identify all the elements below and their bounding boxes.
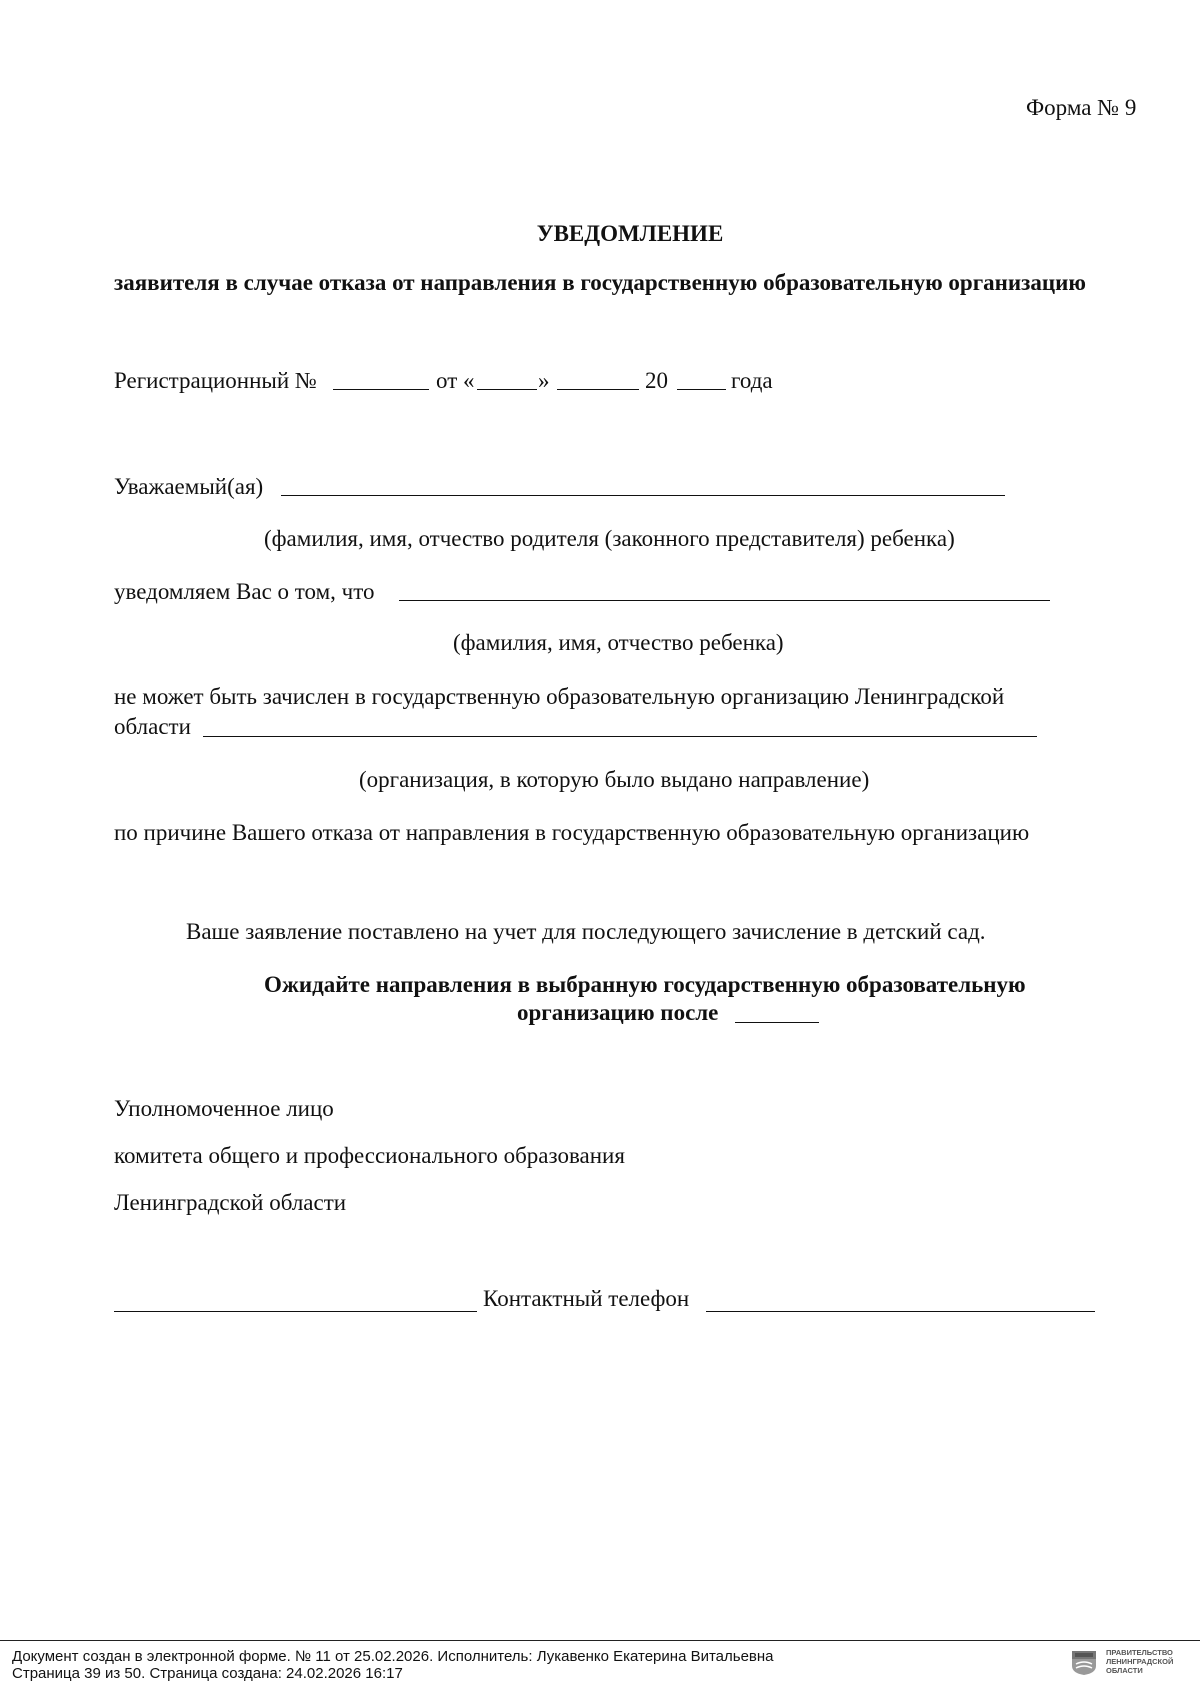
document-subtitle: заявителя в случае отказа от направления в государственную образовательную организацию bbox=[114, 270, 1086, 295]
contact-phone-label: Контактный телефон bbox=[483, 1286, 690, 1311]
child-name-blank[interactable] bbox=[399, 600, 1050, 601]
registration-from: от « bbox=[436, 368, 475, 393]
organization-text-line2: области bbox=[114, 714, 191, 739]
await-notice-line2: организацию после bbox=[517, 1000, 719, 1025]
registration-label: Регистрационный № bbox=[114, 368, 317, 393]
await-notice-line1: Ожидайте направления в выбранную государственную образовательную bbox=[264, 972, 1026, 997]
await-date-blank[interactable] bbox=[735, 1022, 819, 1023]
registration-year-prefix: 20 bbox=[645, 368, 668, 393]
coat-of-arms-icon bbox=[1071, 1650, 1097, 1676]
child-name-hint: (фамилия, имя, отчество ребенка) bbox=[453, 630, 784, 655]
signatory-line1: Уполномоченное лицо bbox=[114, 1096, 334, 1121]
contact-phone-blank[interactable] bbox=[706, 1311, 1095, 1312]
refusal-reason: по причине Вашего отказа от направления в государственную образовательную организацию bbox=[114, 820, 1030, 845]
parent-name-hint: (фамилия, имя, отчество родителя (законного представителя) ребенка) bbox=[264, 526, 955, 551]
queued-notice: Ваше заявление поставлено на учет для последующего зачисление в детский сад. bbox=[186, 919, 986, 944]
child-intro: уведомляем Вас о том, что bbox=[114, 579, 375, 604]
footer-document-info: Документ создан в электронной форме. № 11 от 25.02.2026. Исполнитель: Лукавенко Екатерина Витальевна bbox=[12, 1648, 774, 1665]
greeting-label: Уважаемый(ая) bbox=[114, 474, 264, 499]
registration-year-blank[interactable] bbox=[677, 389, 726, 390]
signatory-line3: Ленинградской области bbox=[114, 1190, 347, 1215]
form-number: Форма № 9 bbox=[1026, 95, 1137, 120]
organization-text-line1: не может быть зачислен в государственную образовательную организацию Ленинградской bbox=[114, 684, 1005, 709]
organization-blank[interactable] bbox=[203, 736, 1037, 737]
document-title: УВЕДОМЛЕНИЕ bbox=[536, 221, 724, 246]
registration-number-blank[interactable] bbox=[333, 389, 429, 390]
parent-name-blank[interactable] bbox=[281, 495, 1005, 496]
registration-year-suffix: года bbox=[731, 368, 773, 393]
footer-divider bbox=[0, 1640, 1200, 1641]
registration-day-blank[interactable] bbox=[477, 389, 537, 390]
registration-month-blank[interactable] bbox=[557, 389, 639, 390]
footer-page-info: Страница 39 из 50. Страница создана: 24.02.2026 16:17 bbox=[12, 1665, 403, 1682]
signature-blank[interactable] bbox=[114, 1311, 477, 1312]
organization-hint: (организация, в которую было выдано направление) bbox=[359, 767, 870, 792]
government-logo-text: ПРАВИТЕЛЬСТВО ЛЕНИНГРАДСКОЙ ОБЛАСТИ bbox=[1106, 1648, 1174, 1675]
signatory-line2: комитета общего и профессионального образования bbox=[114, 1143, 625, 1168]
registration-quote-close: » bbox=[538, 368, 550, 393]
